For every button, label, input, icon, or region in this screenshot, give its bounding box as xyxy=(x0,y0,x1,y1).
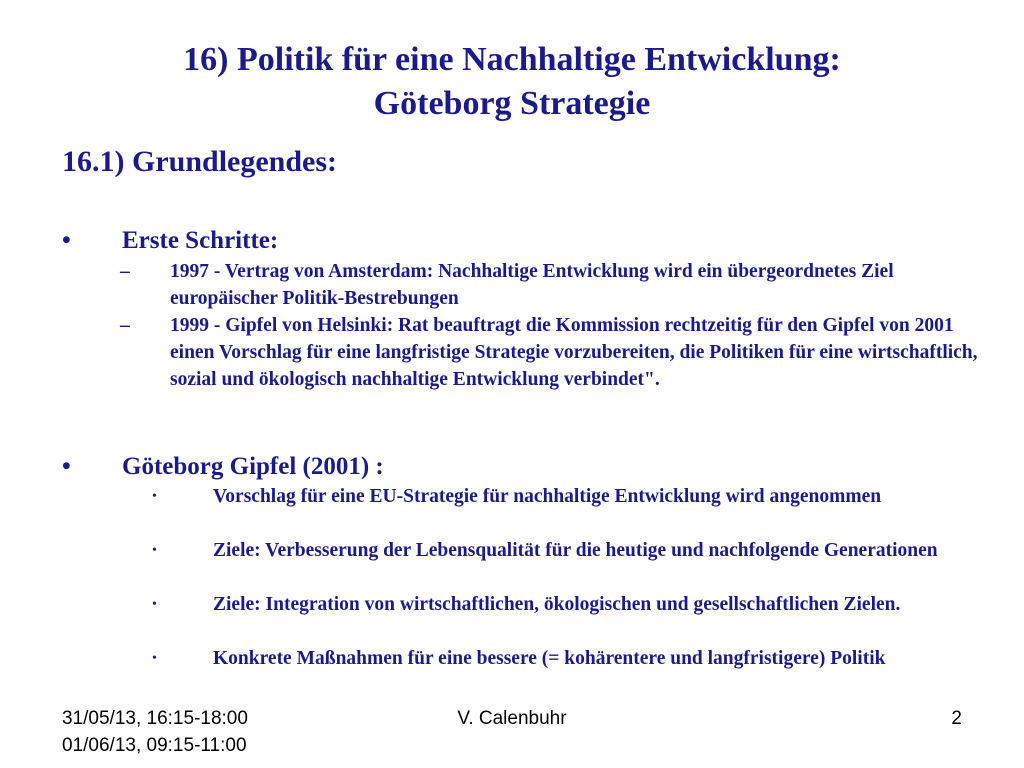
list-item-vorschlag: Vorschlag für eine EU-Strategie für nachhaltige Entwicklung wird angenommen xyxy=(213,486,882,507)
section-heading-goteborg-gipfel: Göteborg Gipfel (2001) : xyxy=(122,453,384,480)
section-subtitle: 16.1) Grundlegendes: xyxy=(62,145,338,178)
footer-date-line-2: 01/06/13, 09:15-11:00 xyxy=(62,735,247,756)
list-item-marker: – xyxy=(120,315,130,336)
list-item-1999: 1999 - Gipfel von Helsinki: Rat beauftragt die Kommission rechtzeitig für den Gipfel von 2001 einen Vorschlag für eine langfristige Strategie vorzubereiten, die Politiken für eine wirtschaftlich, sozial und ökologisch nachhaltige Entwicklung verbindet". xyxy=(170,315,978,390)
list-item-integration: Ziele: Integration von wirtschaftlichen, ökologischen und gesellschaftlichen Zielen. xyxy=(213,594,901,615)
section-bullet: • xyxy=(62,453,71,480)
list-item-marker: • xyxy=(152,543,157,558)
list-item-1997: 1997 - Vertrag von Amsterdam: Nachhaltige Entwicklung wird ein übergeordnetes Ziel europäischer Politik-Bestrebungen xyxy=(170,261,894,309)
list-item-massnahmen: Konkrete Maßnahmen für eine bessere (= kohärentere und langfristigere) Politik xyxy=(213,648,886,669)
footer-date-line-1: 31/05/13, 16:15-18:00 xyxy=(62,708,248,729)
list-item-marker: • xyxy=(152,597,157,612)
list-item-lebensqualitaet: Ziele: Verbesserung der Lebensqualität für die heutige und nachfolgende Generationen xyxy=(213,540,938,561)
slide-title-line-1: 16) Politik für eine Nachhaltige Entwicklung: xyxy=(183,41,841,78)
slide-title xyxy=(0,38,1024,126)
slide-number: 2 xyxy=(951,708,962,729)
list-item-marker: • xyxy=(152,489,157,504)
section-heading-erste-schritte: Erste Schritte: xyxy=(122,227,279,254)
section-bullet: • xyxy=(62,227,71,254)
list-item-marker: – xyxy=(120,261,130,282)
slide-title-line-2: Göteborg Strategie xyxy=(373,85,651,122)
footer-author: V. Calenbuhr xyxy=(457,708,567,729)
list-item-marker: • xyxy=(152,651,157,666)
